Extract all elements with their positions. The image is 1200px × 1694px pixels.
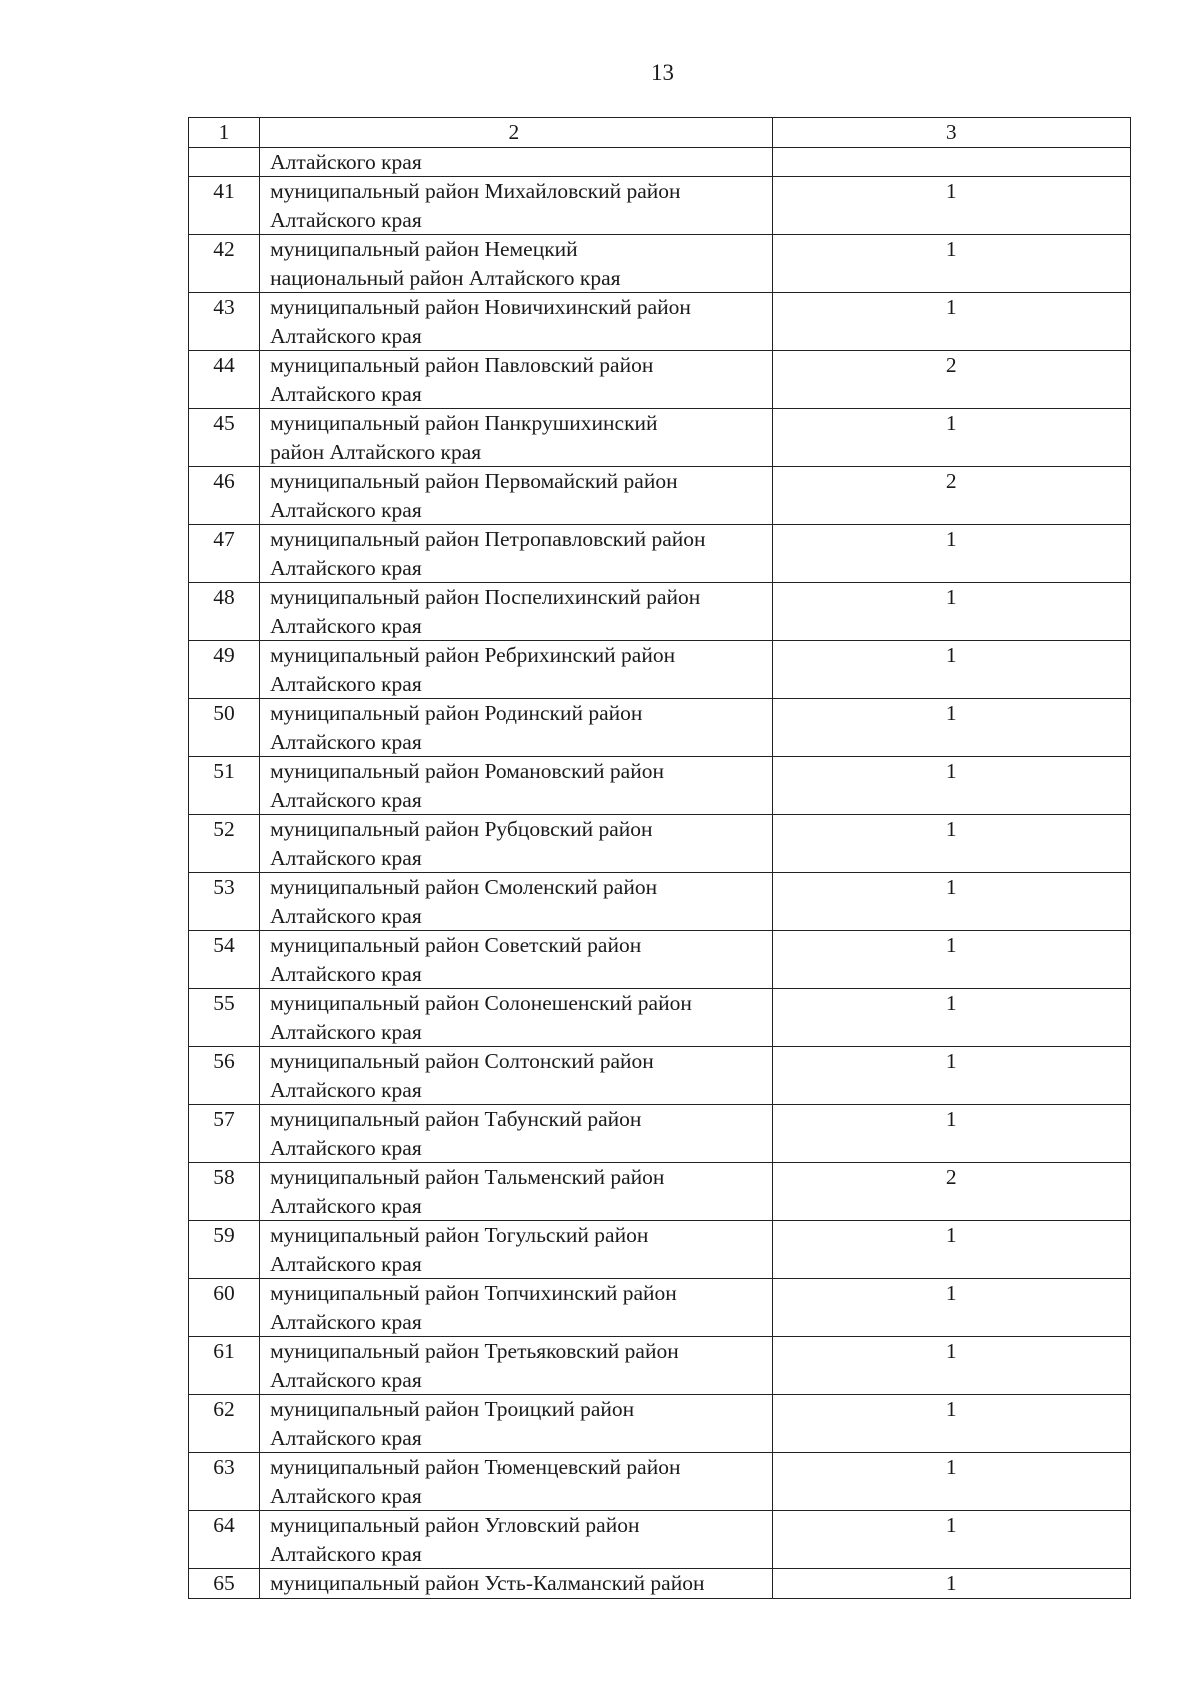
row-name — [260, 409, 773, 467]
row-number: 62 — [189, 1395, 260, 1453]
row-name-line: муниципальный район Новичихинский район — [270, 295, 691, 319]
row-name-line: муниципальный район Панкрушихинский — [270, 411, 658, 435]
row-name — [260, 989, 773, 1047]
row-name-line: муниципальный район Тогульский район — [270, 1223, 649, 1247]
table-row — [189, 1279, 1131, 1337]
row-name-line: Алтайского края — [270, 787, 422, 812]
row-name — [260, 351, 773, 409]
row-name — [260, 583, 773, 641]
table-row — [189, 641, 1131, 699]
districts-table — [188, 117, 1131, 1599]
row-name-line: Алтайского края — [270, 1309, 422, 1334]
row-name — [260, 815, 773, 873]
row-name-line: Алтайского края — [270, 323, 422, 348]
table-row — [189, 467, 1131, 525]
row-name-line: Алтайского края — [270, 1541, 422, 1566]
row-name-line: муниципальный район Петропавловский район — [270, 527, 706, 551]
row-number: 55 — [189, 989, 260, 1047]
table-row — [189, 409, 1131, 467]
row-number: 47 — [189, 525, 260, 583]
table-row — [189, 931, 1131, 989]
table-row — [189, 757, 1131, 815]
row-name-line: национальный район Алтайского края — [270, 265, 621, 290]
row-name-line: муниципальный район Топчихинский район — [270, 1281, 677, 1305]
row-name — [260, 1511, 773, 1569]
row-quantity: 1 — [772, 1279, 1130, 1337]
row-name — [260, 1337, 773, 1395]
row-name-line: муниципальный район Рубцовский район — [270, 817, 653, 841]
row-name-line: муниципальный район Поспелихинский район — [270, 585, 701, 609]
row-name-line: муниципальный район Ребрихинский район — [270, 643, 676, 667]
row-name — [260, 1569, 773, 1599]
row-name — [260, 235, 773, 293]
row-name-line: муниципальный район Троицкий район — [270, 1397, 635, 1421]
table-row — [189, 873, 1131, 931]
row-name-line: Алтайского края — [270, 1251, 422, 1276]
row-number: 57 — [189, 1105, 260, 1163]
row-name-line: муниципальный район Усть-Калманский район — [270, 1571, 705, 1595]
header-cell-name: 2 — [260, 118, 773, 148]
row-number: 53 — [189, 873, 260, 931]
row-name-line: муниципальный район Михайловский район — [270, 179, 681, 203]
row-name — [260, 177, 773, 235]
row-quantity: 1 — [772, 177, 1130, 235]
row-quantity: 1 — [772, 583, 1130, 641]
row-number: 46 — [189, 467, 260, 525]
row-quantity: 1 — [772, 1337, 1130, 1395]
row-quantity: 1 — [772, 1453, 1130, 1511]
row-number: 48 — [189, 583, 260, 641]
row-name — [260, 641, 773, 699]
row-quantity: 1 — [772, 815, 1130, 873]
table-row — [189, 293, 1131, 351]
row-number: 49 — [189, 641, 260, 699]
row-number: 58 — [189, 1163, 260, 1221]
row-name-line: Алтайского края — [270, 555, 422, 580]
row-name-line: муниципальный район Солтонский район — [270, 1049, 654, 1073]
row-quantity: 2 — [772, 351, 1130, 409]
row-name-line: Алтайского края — [270, 1019, 422, 1044]
row-quantity: 1 — [772, 235, 1130, 293]
row-name-line: Алтайского края — [270, 1077, 422, 1102]
row-name — [260, 931, 773, 989]
row-name-line: муниципальный район Солонешенский район — [270, 991, 692, 1015]
row-quantity: 1 — [772, 699, 1130, 757]
table-row-continuation — [189, 147, 1131, 177]
row-number: 64 — [189, 1511, 260, 1569]
row-name — [260, 1395, 773, 1453]
row-quantity: 1 — [772, 1221, 1130, 1279]
row-name-line: Алтайского края — [270, 149, 422, 174]
row-name — [260, 1105, 773, 1163]
row-number: 59 — [189, 1221, 260, 1279]
row-number: 45 — [189, 409, 260, 467]
table-row — [189, 1453, 1131, 1511]
table-row — [189, 583, 1131, 641]
row-number: 44 — [189, 351, 260, 409]
table-row — [189, 1221, 1131, 1279]
row-number: 43 — [189, 293, 260, 351]
row-number: 63 — [189, 1453, 260, 1511]
row-name-line: Алтайского края — [270, 845, 422, 870]
row-quantity: 1 — [772, 757, 1130, 815]
row-quantity: 1 — [772, 409, 1130, 467]
table-row — [189, 525, 1131, 583]
row-name-line: муниципальный район Павловский район — [270, 353, 654, 377]
table-row — [189, 699, 1131, 757]
row-name-line: муниципальный район Тальменский район — [270, 1165, 665, 1189]
row-name-line: муниципальный район Смоленский район — [270, 875, 658, 899]
row-name-line: муниципальный район Романовский район — [270, 759, 664, 783]
table-body — [189, 118, 1131, 1599]
row-name — [260, 1453, 773, 1511]
row-name-line: район Алтайского края — [270, 439, 482, 464]
row-name-line: муниципальный район Табунский район — [270, 1107, 642, 1131]
row-name-line: Алтайского края — [270, 207, 422, 232]
row-number: 60 — [189, 1279, 260, 1337]
row-name — [260, 699, 773, 757]
row-number: 41 — [189, 177, 260, 235]
row-name — [260, 757, 773, 815]
row-name — [260, 1221, 773, 1279]
row-quantity: 1 — [772, 641, 1130, 699]
row-name — [260, 1163, 773, 1221]
row-name-line: Алтайского края — [270, 497, 422, 522]
row-name — [260, 293, 773, 351]
row-name — [260, 873, 773, 931]
row-quantity: 1 — [772, 293, 1130, 351]
row-number: 54 — [189, 931, 260, 989]
row-name-line: Алтайского края — [270, 381, 422, 406]
row-number: 65 — [189, 1569, 260, 1599]
table-row — [189, 1047, 1131, 1105]
row-quantity: 1 — [772, 1047, 1130, 1105]
table-row — [189, 989, 1131, 1047]
row-name — [260, 467, 773, 525]
table-row — [189, 1105, 1131, 1163]
row-name-line: Алтайского края — [270, 1367, 422, 1392]
row-name — [260, 147, 773, 177]
row-quantity: 1 — [772, 931, 1130, 989]
row-quantity: 1 — [772, 1569, 1130, 1599]
row-quantity: 1 — [772, 1395, 1130, 1453]
row-number — [189, 147, 260, 177]
row-name-line: Алтайского края — [270, 1425, 422, 1450]
page-number: 13 — [651, 60, 674, 85]
header-cell-number: 1 — [189, 118, 260, 148]
row-name-line: Алтайского края — [270, 1483, 422, 1508]
table-row — [189, 1337, 1131, 1395]
row-name-line: муниципальный район Родинский район — [270, 701, 643, 725]
header-cell-quantity: 3 — [772, 118, 1130, 148]
row-name-line: муниципальный район Тюменцевский район — [270, 1455, 681, 1479]
row-name-line: муниципальный район Первомайский район — [270, 469, 678, 493]
row-name-line: Алтайского края — [270, 1135, 422, 1160]
row-number: 51 — [189, 757, 260, 815]
table-row — [189, 177, 1131, 235]
row-name-line: Алтайского края — [270, 729, 422, 754]
row-number: 50 — [189, 699, 260, 757]
row-quantity: 1 — [772, 525, 1130, 583]
table-row — [189, 1395, 1131, 1453]
row-name — [260, 525, 773, 583]
row-quantity: 2 — [772, 1163, 1130, 1221]
row-name-line: муниципальный район Угловский район — [270, 1513, 640, 1537]
table-row — [189, 1569, 1131, 1599]
table-row — [189, 1163, 1131, 1221]
row-name-line: муниципальный район Немецкий — [270, 237, 578, 261]
table-row — [189, 351, 1131, 409]
row-name-line: Алтайского края — [270, 1193, 422, 1218]
row-name-line: Алтайского края — [270, 961, 422, 986]
row-name-line: Алтайского края — [270, 903, 422, 928]
row-number: 52 — [189, 815, 260, 873]
row-quantity — [772, 147, 1130, 177]
row-name — [260, 1047, 773, 1105]
table-row — [189, 1511, 1131, 1569]
row-name-line: муниципальный район Третьяковский район — [270, 1339, 679, 1363]
row-quantity: 2 — [772, 467, 1130, 525]
row-quantity: 1 — [772, 989, 1130, 1047]
row-quantity: 1 — [772, 1511, 1130, 1569]
row-name-line: Алтайского края — [270, 613, 422, 638]
row-number: 56 — [189, 1047, 260, 1105]
table-row — [189, 235, 1131, 293]
row-number: 42 — [189, 235, 260, 293]
row-quantity: 1 — [772, 873, 1130, 931]
row-name-line: Алтайского края — [270, 671, 422, 696]
table-row — [189, 815, 1131, 873]
table-header-row — [189, 118, 1131, 148]
row-name-line: муниципальный район Советский район — [270, 933, 642, 957]
row-name — [260, 1279, 773, 1337]
row-quantity: 1 — [772, 1105, 1130, 1163]
row-number: 61 — [189, 1337, 260, 1395]
